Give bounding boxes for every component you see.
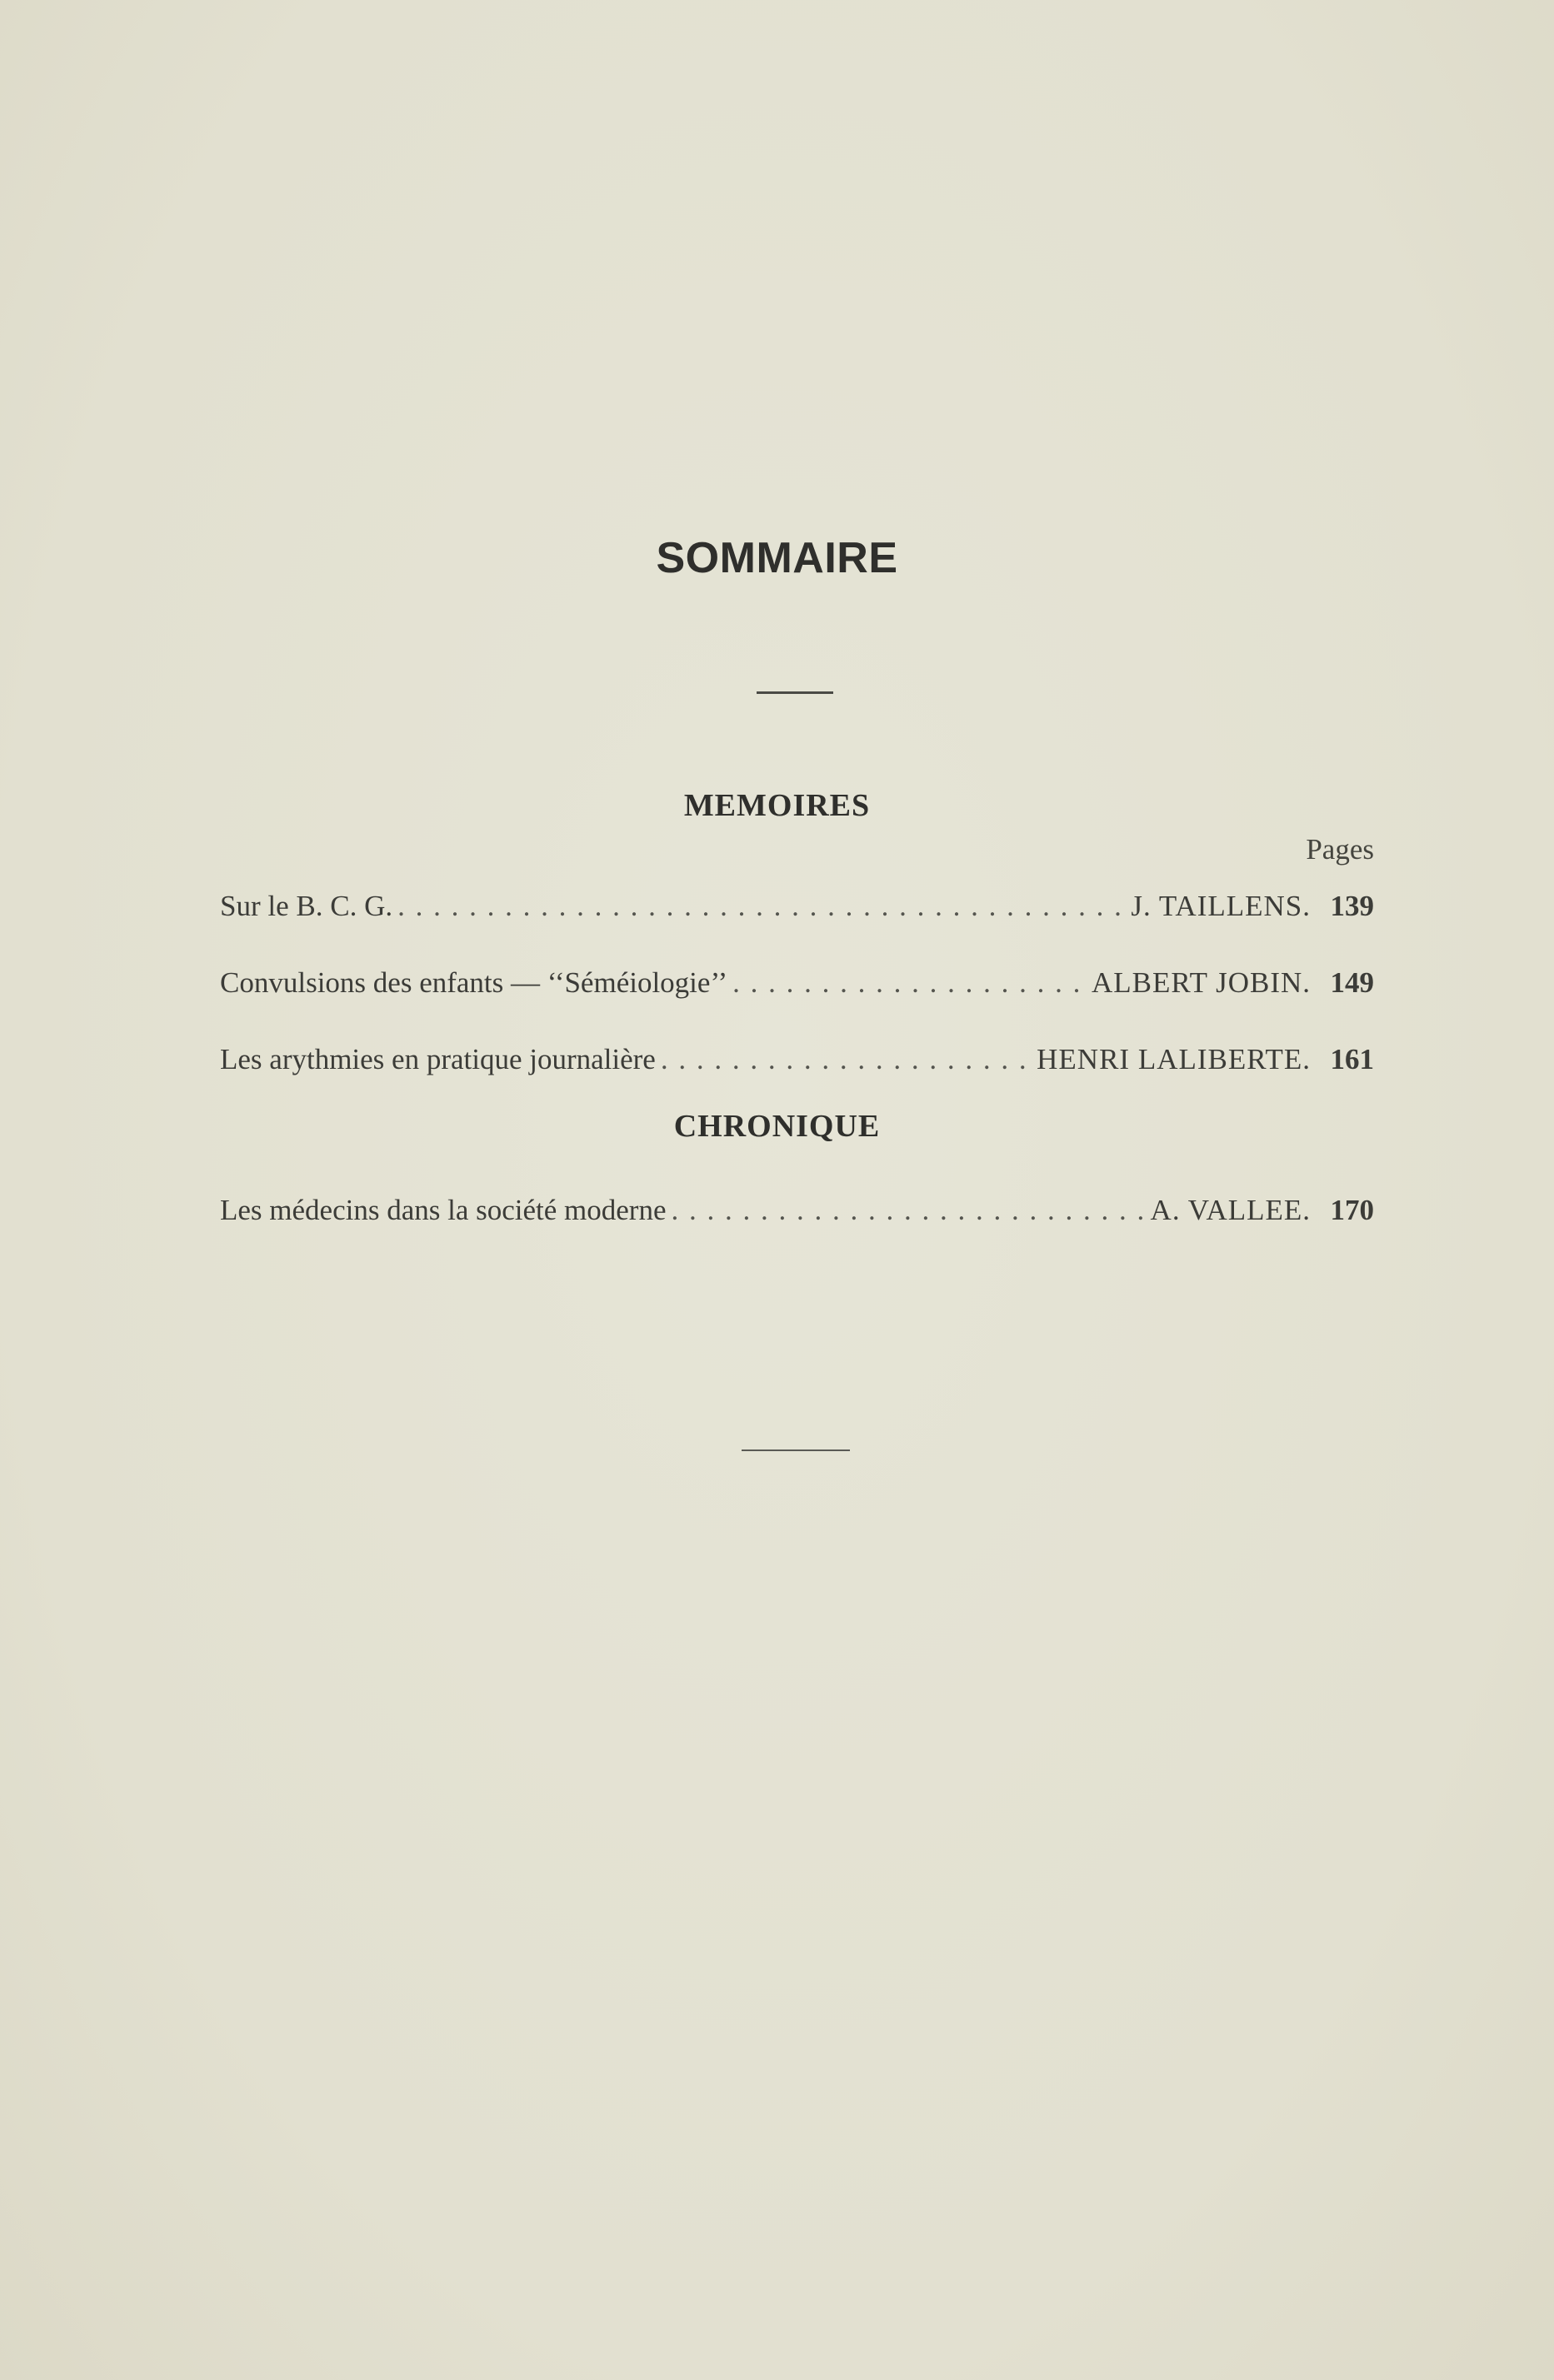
toc-entry-title: Convulsions des enfants — ‘‘Séméiologie’’ <box>220 966 728 999</box>
chronique-list <box>220 1194 1374 1270</box>
closing-divider <box>742 1449 850 1451</box>
memoires-list <box>220 890 1374 1120</box>
page-title: SOMMAIRE <box>656 534 898 582</box>
toc-entry-page: 170 <box>1330 1194 1374 1226</box>
toc-entry-title: Sur le B. C. G. <box>220 890 393 922</box>
toc-entry-author: A. VALLEE. <box>1150 1194 1311 1226</box>
toc-entry <box>220 966 1374 1043</box>
leader-dots <box>661 1043 1032 1076</box>
leader-dots <box>732 966 1087 1000</box>
toc-entry-author: J. TAILLENS. <box>1131 890 1311 922</box>
toc-entry-title: Les arythmies en pratique journalière <box>220 1043 656 1075</box>
leader-dots <box>397 890 1126 923</box>
toc-entry-page: 149 <box>1330 966 1374 999</box>
pages-column-label: Pages <box>1306 833 1374 866</box>
toc-entry-page: 139 <box>1330 890 1374 922</box>
toc-entry-page: 161 <box>1330 1043 1374 1075</box>
toc-entry-title: Les médecins dans la société moderne <box>220 1194 667 1226</box>
toc-entry <box>220 1194 1374 1270</box>
section-heading-chronique: CHRONIQUE <box>673 1109 881 1144</box>
title-divider <box>757 691 833 694</box>
leader-dots <box>672 1194 1146 1227</box>
toc-entry-author: ALBERT JOBIN. <box>1091 966 1311 999</box>
section-heading-memoires: MEMOIRES <box>683 788 871 823</box>
toc-entry <box>220 890 1374 966</box>
toc-entry-author: HENRI LALIBERTE. <box>1037 1043 1311 1075</box>
